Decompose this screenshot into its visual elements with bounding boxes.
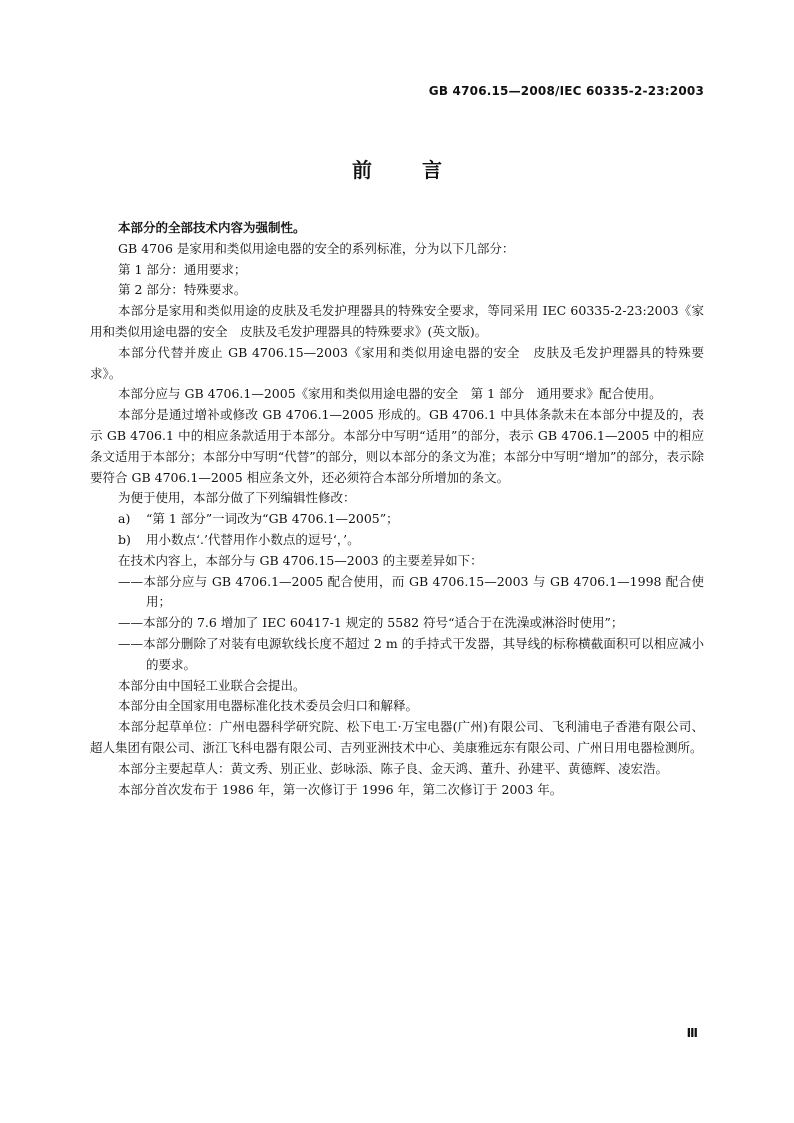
drafting-units-paragraph: 本部分起草单位：广州电器科学研究院、松下电工·万宝电器(广州)有限公司、飞利浦电子香港有限公司、超人集团有限公司、浙江飞科电器有限公司、吉列亚洲技术中心、美康雅远东有限公司、广州日用电器检测所。 xyxy=(90,719,704,755)
page-title xyxy=(0,154,794,183)
standard-code-header: GB 4706.15—2008/IEC 60335-2-23:2003 xyxy=(428,84,704,98)
edit-list-item xyxy=(90,509,704,530)
drafters-paragraph: 本部分主要起草人：黄文秀、别正业、彭咏添、陈子良、金天鸿、董升、孙建平、黄德辉、凌宏浩。 xyxy=(118,760,669,776)
part-1-line: 第 1 部分：通用要求； xyxy=(118,261,247,277)
replacement-paragraph: 本部分代替并废止 GB 4706.15—2003《家用和类似用途电器的安全 皮肤及毛发护理器具的特殊要求》。 xyxy=(90,344,704,381)
foreword-body xyxy=(90,218,704,800)
list-marker: a) xyxy=(118,511,131,527)
editorial-intro: 为便于使用，本部分做了下列编辑性修改： xyxy=(118,490,356,506)
page-number: Ⅲ xyxy=(686,1026,698,1040)
usage-paragraph: 本部分应与 GB 4706.1—2005《家用和类似用途电器的安全 第 1 部分 通用要求》配合使用。 xyxy=(118,386,662,402)
modification-paragraph: 本部分是通过增补或修改 GB 4706.1—2005 形成的。GB 4706.1 中具体条款未在本部分中提及的，表示 GB 4706.1 中的相应条款适用于本部分。本部分中写明“适用”的部分，表示 GB 4706.1—2005 中的相应条文适用于本部分；本部分中写明“代替”的部分，则以本部分的条文为准；本部分中写明“增加”的部分，表示除要符合 GB 4706.1—2005 相应条文外，还必须符合本部分所增加的条文。 xyxy=(90,407,704,485)
list-marker: b) xyxy=(118,531,131,547)
difference-item: ——本部分应与 GB 4706.1—2005 配合使用，而 GB 4706.15—2003 与 GB 4706.1—1998 配合使用； xyxy=(118,573,704,610)
difference-item: ——本部分删除了对装有电源软线长度不超过 2 m 的手持式干发器，其导线的标称横截面积可以相应减小的要求。 xyxy=(118,635,704,672)
adoption-paragraph: 本部分是家用和类似用途的皮肤及毛发护理器具的特殊安全要求，等同采用 IEC 60335-2-23:2003《家用和类似用途电器的安全 皮肤及毛发护理器具的特殊要求》(英文版)。 xyxy=(90,303,704,339)
part-2-line: 第 2 部分：特殊要求。 xyxy=(118,282,247,298)
history-paragraph: 本部分首次发布于 1986 年，第一次修订于 1996 年，第二次修订于 2003 年。 xyxy=(118,781,563,797)
mandatory-statement: 本部分的全部技术内容为强制性。 xyxy=(118,220,306,235)
difference-item: ——本部分的 7.6 增加了 IEC 60417-1 规定的 5582 符号“适合于在洗澡或淋浴时使用”； xyxy=(118,615,624,631)
title-char-2: 言 xyxy=(421,158,442,182)
proposer-paragraph: 本部分由中国轻工业联合会提出。 xyxy=(118,677,306,693)
list-text: “第 1 部分”一词改为“GB 4706.1—2005”； xyxy=(146,511,399,527)
list-text: 用小数点‘.’代替用作小数点的逗号‘，’。 xyxy=(146,531,360,547)
title-char-1: 前 xyxy=(352,158,373,182)
committee-paragraph: 本部分由全国家用电器标准化技术委员会归口和解释。 xyxy=(118,698,419,714)
differences-intro: 在技术内容上，本部分与 GB 4706.15—2003 的主要差异如下： xyxy=(118,552,483,568)
series-intro: GB 4706 是家用和类似用途电器的安全的系列标准，分为以下几部分： xyxy=(118,240,515,256)
edit-list-item xyxy=(90,530,704,551)
